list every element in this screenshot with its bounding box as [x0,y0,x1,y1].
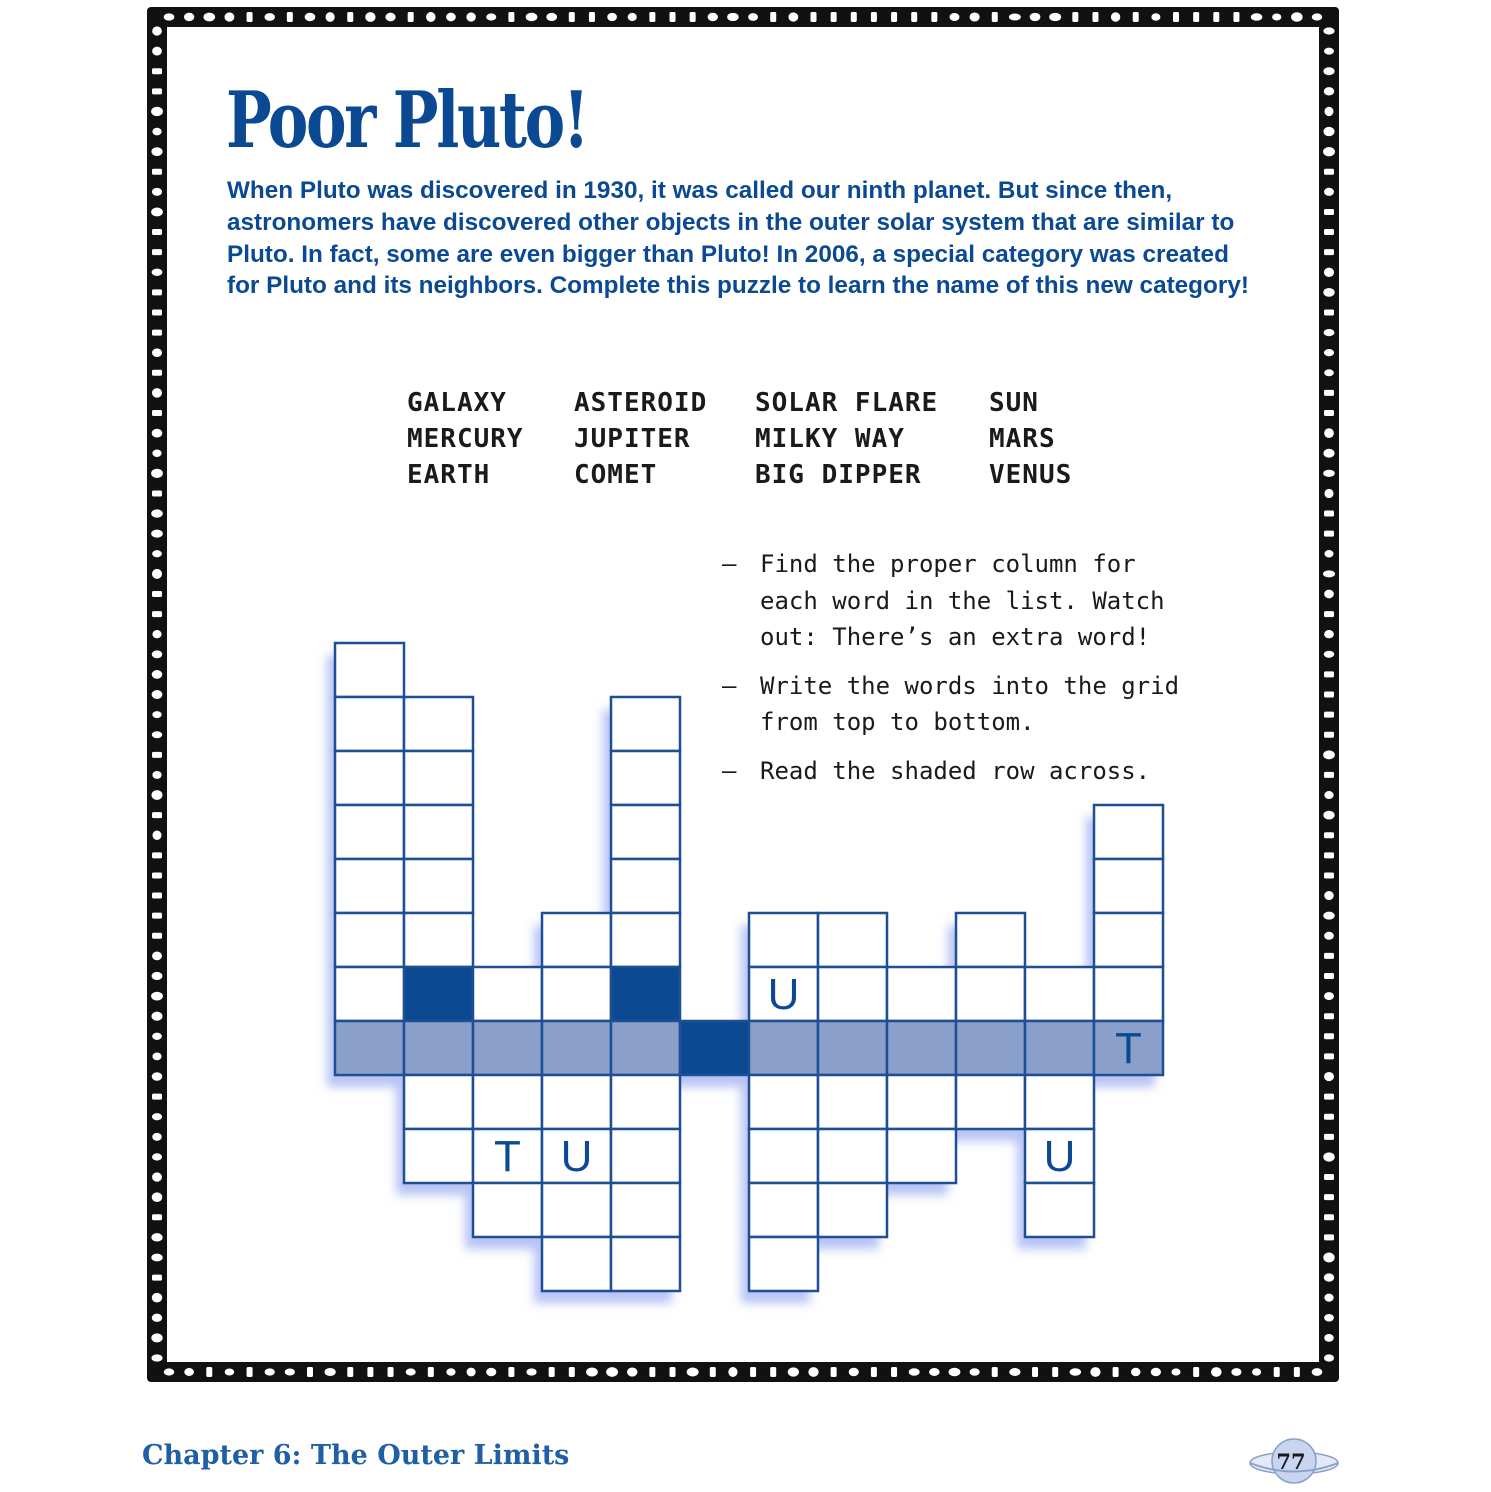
grid-cell[interactable] [335,643,404,697]
grid-cell[interactable] [473,967,542,1021]
grid-cell[interactable] [611,751,680,805]
shaded-cell[interactable] [1025,1021,1094,1075]
shaded-cell[interactable] [611,1021,680,1075]
blocked-cell[interactable] [611,967,680,1021]
word-bank-item: JUPITER [574,424,691,454]
grid-cell[interactable] [749,1237,818,1291]
grid-cell[interactable] [1094,805,1163,859]
grid-cell[interactable] [611,913,680,967]
shaded-cell[interactable] [956,1021,1025,1075]
grid-cell[interactable] [887,1129,956,1183]
grid-cell[interactable] [1094,913,1163,967]
dash-bullet: — [722,756,737,785]
word-bank-item: VENUS [989,460,1073,490]
instruction-text: Write the words into the grid from top to bottom. [760,671,1180,736]
grid-cell[interactable] [404,751,473,805]
grid-cell[interactable] [335,913,404,967]
grid-cell[interactable] [887,1075,956,1129]
grid-cell[interactable] [749,1183,818,1237]
word-bank-item: MILKY WAY [755,424,905,454]
grid-cell[interactable] [1094,967,1163,1021]
instruction-text: Find the proper column for each word in the list. Watch out: There’s an extra word! [760,550,1165,651]
word-bank-item: ASTEROID [574,388,708,418]
grid-cell[interactable] [887,967,956,1021]
grid-cell[interactable] [404,1075,473,1129]
grid-cell[interactable] [749,913,818,967]
grid-cell[interactable] [1025,1075,1094,1129]
grid-cell[interactable] [542,967,611,1021]
grid-cell[interactable] [1025,967,1094,1021]
grid-cell[interactable] [335,751,404,805]
grid-cell[interactable] [749,1075,818,1129]
grid-cell[interactable] [335,805,404,859]
given-letter: T [1115,1024,1142,1073]
grid-cell[interactable] [404,697,473,751]
word-bank-item: GALAXY [407,388,507,418]
shaded-cell[interactable] [473,1021,542,1075]
grid-cell[interactable] [749,1129,818,1183]
chapter-footer: Chapter 6: The Outer Limits [142,1440,570,1471]
grid-cell[interactable] [818,913,887,967]
blocked-cell[interactable] [404,967,473,1021]
grid-cell[interactable] [335,859,404,913]
grid-cell[interactable] [611,859,680,913]
grid-cell[interactable] [818,967,887,1021]
grid-cell[interactable] [611,697,680,751]
grid-cell[interactable] [818,1075,887,1129]
shaded-cell[interactable] [404,1021,473,1075]
grid-cell[interactable] [818,1183,887,1237]
grid-cell[interactable] [404,805,473,859]
grid-cell[interactable] [956,967,1025,1021]
grid-cell[interactable] [542,1075,611,1129]
grid-cell[interactable] [473,1075,542,1129]
word-bank-item: SUN [989,388,1039,418]
word-bank-item: SOLAR FLARE [755,388,939,418]
grid-cell[interactable] [956,1075,1025,1129]
word-bank-item: BIG DIPPER [755,460,922,490]
shaded-cell[interactable] [542,1021,611,1075]
grid-cell[interactable] [404,859,473,913]
grid-cell[interactable] [611,805,680,859]
grid-cell[interactable] [611,1075,680,1129]
intro-paragraph: When Pluto was discovered in 1930, it was called our ninth planet. But since then, astronomers have discovered other objects in the outer solar system that are similar to Pluto. In fact, some are even bigger than Pluto! In 2006, a special category was created for Pluto and its neighbors. Complete this puzzle to learn the name of this new category! [227,177,1249,300]
shaded-cell[interactable] [335,1021,404,1075]
grid-cell[interactable] [335,967,404,1021]
grid-cell[interactable] [818,1129,887,1183]
grid-cell[interactable] [1025,1183,1094,1237]
shaded-cell[interactable] [887,1021,956,1075]
grid-cell[interactable] [542,913,611,967]
shaded-cell[interactable] [749,1021,818,1075]
word-bank-item: EARTH [407,460,491,490]
shaded-cell[interactable] [818,1021,887,1075]
grid-cell[interactable] [404,913,473,967]
given-letter: U [767,970,800,1019]
dash-bullet: — [722,671,737,700]
grid-cell[interactable] [611,1183,680,1237]
grid-cell[interactable] [404,1129,473,1183]
grid-cell[interactable] [335,697,404,751]
grid-cell[interactable] [956,913,1025,967]
word-bank-item: MARS [989,424,1056,454]
dash-bullet: — [722,550,737,578]
grid-cell[interactable] [473,1183,542,1237]
grid-cell[interactable] [1094,859,1163,913]
grid-cell[interactable] [542,1237,611,1291]
blocked-cell[interactable] [680,1021,749,1075]
grid-cell[interactable] [542,1183,611,1237]
given-letter: U [1043,1132,1076,1181]
given-letter: U [560,1132,593,1181]
page-title: Poor Pluto! [226,75,588,166]
word-bank-item: MERCURY [407,424,524,454]
grid-cell[interactable] [611,1129,680,1183]
word-bank-item: COMET [574,460,658,490]
given-letter: T [494,1132,521,1181]
grid-cell[interactable] [611,1237,680,1291]
instruction-text: Read the shaded row across. [760,756,1151,785]
page-number: 77 [1276,1449,1306,1474]
